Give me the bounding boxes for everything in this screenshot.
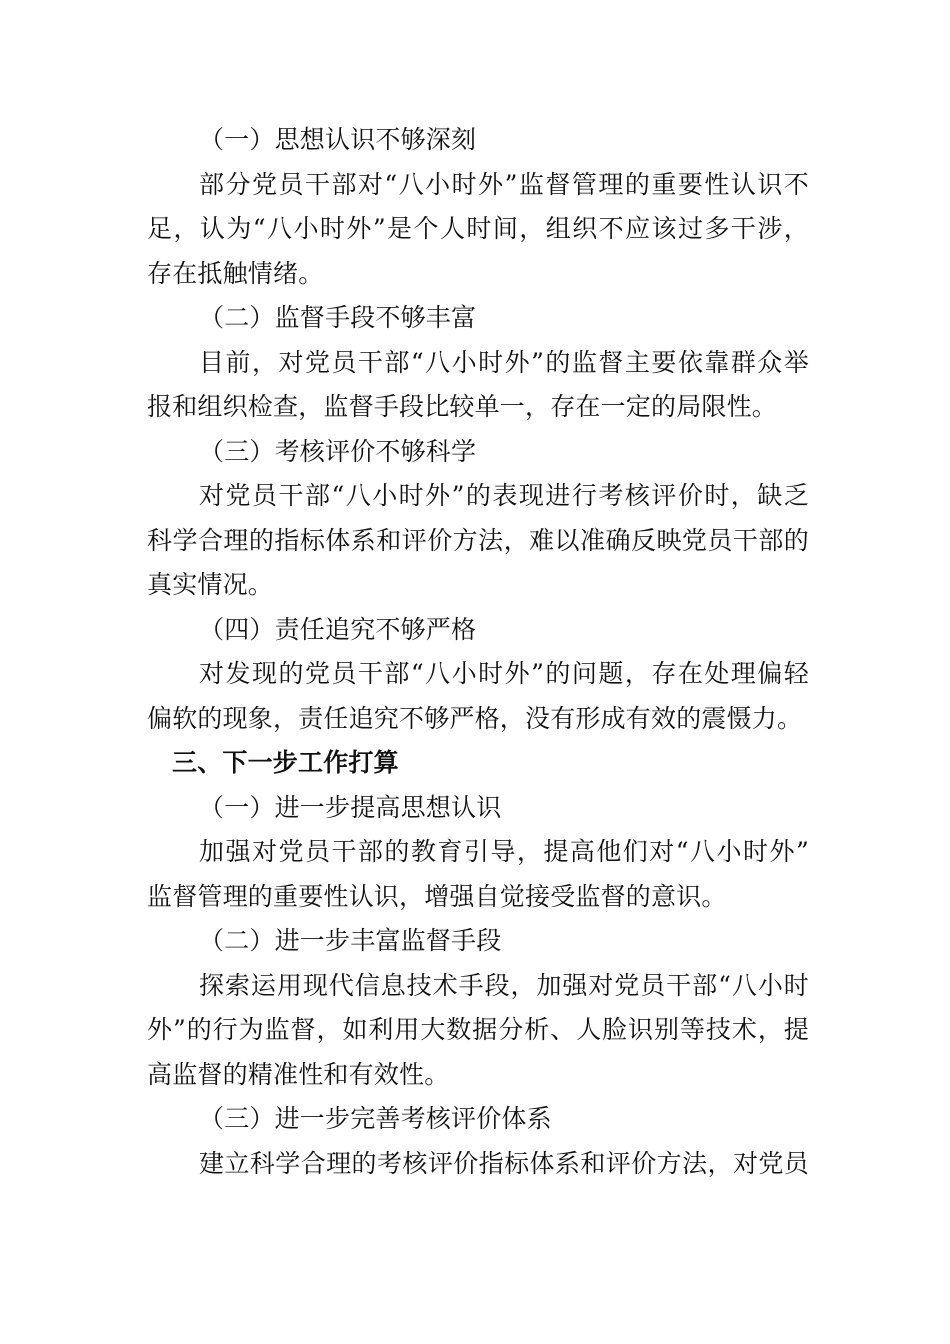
paragraph-line: 监督管理的重要性认识，增强自觉接受监督的意识。 (147, 881, 727, 911)
subheading-improve-thinking: （一）进一步提高思想认识 (199, 792, 502, 822)
subheading-enrich-means: （二）进一步丰富监督手段 (199, 926, 502, 955)
paragraph-line: 外”的行为监督，如利用大数据分析、人脸识别等技术，提 (147, 1015, 809, 1044)
paragraph-line: 目前，对党员干部“八小时外”的监督主要依靠群众举 (199, 347, 809, 377)
paragraph-line: 对发现的党员干部“八小时外”的问题，存在处理偏轻 (199, 659, 809, 688)
paragraph-line: 存在抵触情绪。 (147, 258, 324, 288)
paragraph-line: 部分党员干部对“八小时外”监督管理的重要性认识不 (199, 169, 809, 199)
paragraph-line: 加强对党员干部的教育引导，提高他们对“八小时外” (199, 837, 809, 866)
subheading-accountability: （四）责任追究不够严格 (199, 614, 477, 644)
section-heading-next-steps: 三、下一步工作打算 (172, 748, 399, 777)
paragraph-line: 探索运用现代信息技术手段，加强对党员干部“八小时 (199, 970, 809, 1000)
document-page (147, 118, 809, 1186)
paragraph-line: 科学合理的指标体系和评价方法，难以准确反映党员干部的 (147, 525, 809, 555)
paragraph-line: 偏软的现象，责任追究不够严格，没有形成有效的震慑力。 (147, 703, 803, 733)
subheading-evaluation-system: （三）进一步完善考核评价体系 (199, 1104, 552, 1133)
subheading-means: （二）监督手段不够丰富 (199, 303, 477, 332)
paragraph-line: 建立科学合理的考核评价指标体系和评价方法，对党员 (199, 1148, 809, 1178)
paragraph-line: 真实情况。 (147, 570, 274, 599)
paragraph-line: 对党员干部“八小时外”的表现进行考核评价时，缺乏 (199, 481, 809, 510)
paragraph-line: 高监督的精准性和有效性。 (147, 1059, 450, 1089)
paragraph-line: 足，认为“八小时外”是个人时间，组织不应该过多干涉， (147, 214, 809, 243)
subheading-evaluation: （三）考核评价不够科学 (199, 436, 477, 466)
subheading-thinking: （一）思想认识不够深刻 (199, 125, 477, 154)
paragraph-line: 报和组织检查，监督手段比较单一，存在一定的局限性。 (147, 392, 778, 421)
